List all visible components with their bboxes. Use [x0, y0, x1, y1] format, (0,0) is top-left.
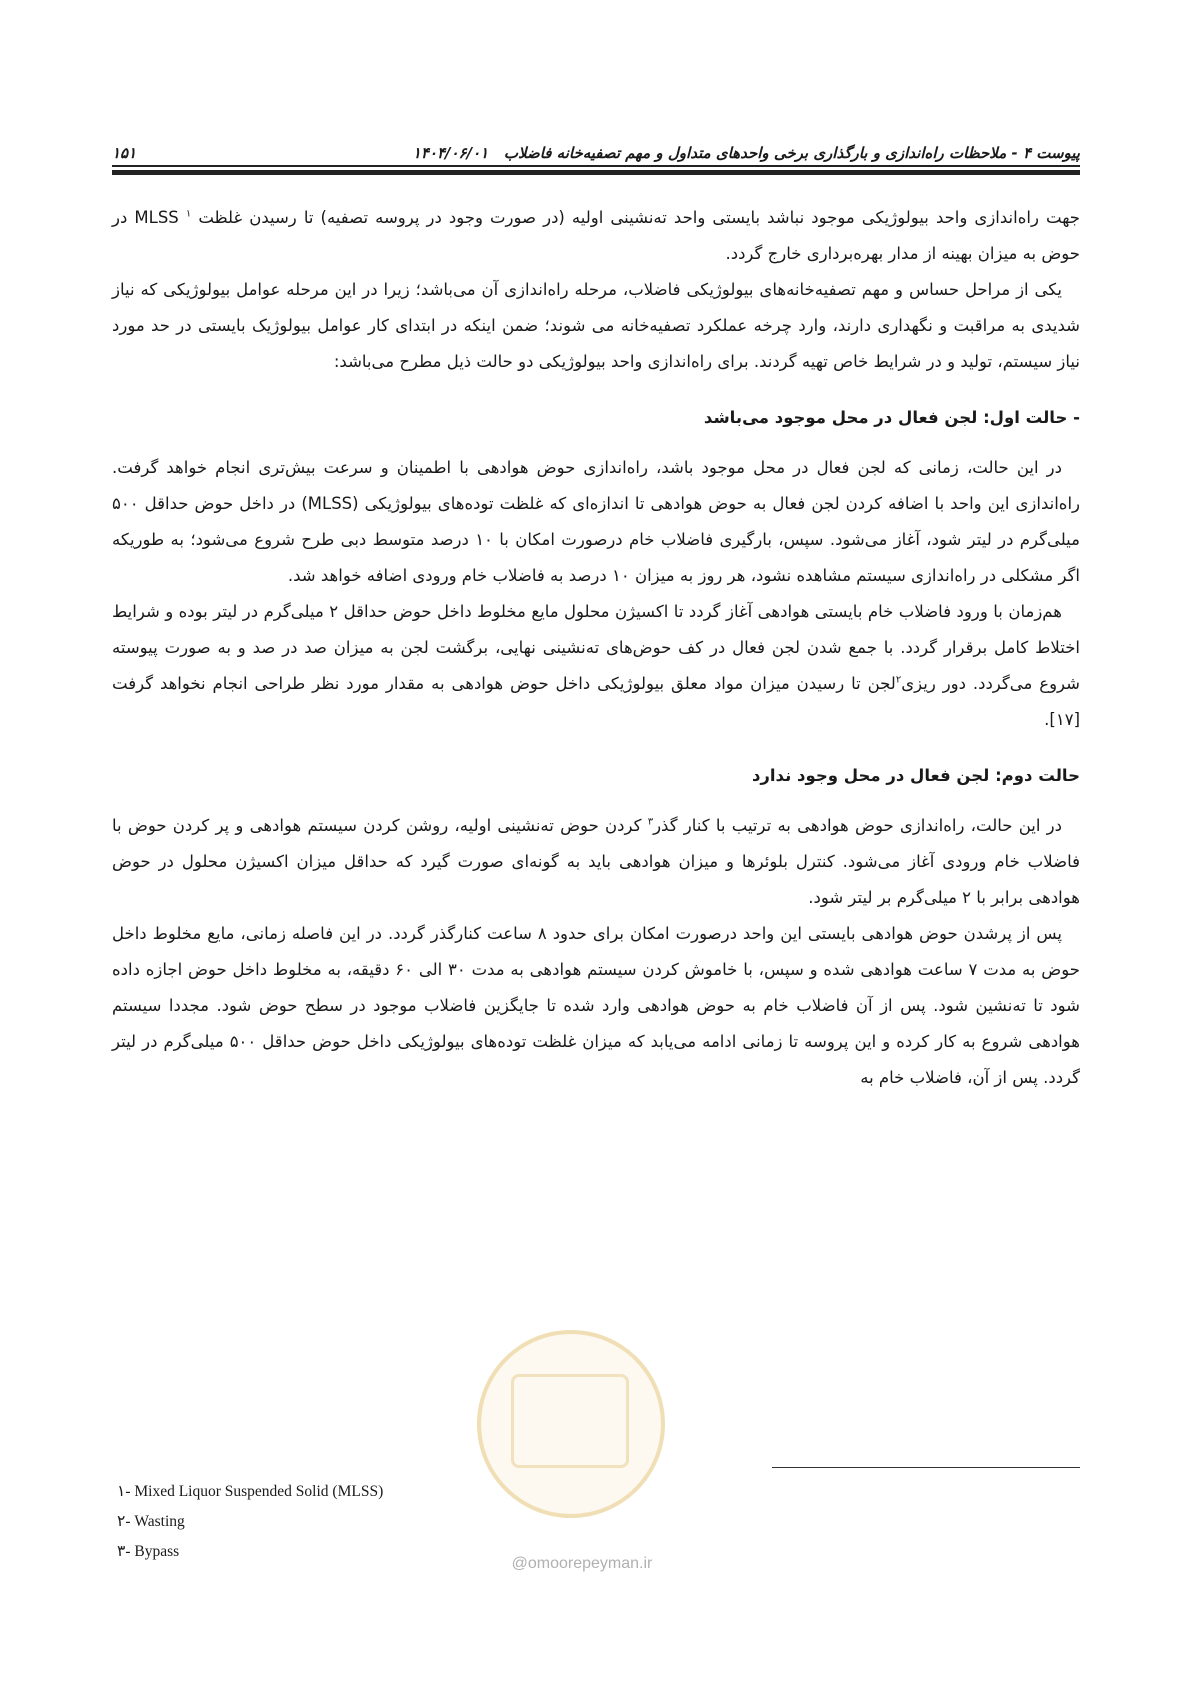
- header-title: پیوست ۴ - ملاحظات راه‌اندازی و بارگذاری برخی واحدهای متداول و مهم تصفیه‌خانه فاضلاب: [503, 144, 1080, 162]
- footnote-1: ۱- Mixed Liquor Suspended Solid (MLSS): [117, 1483, 384, 1500]
- section-heading-2: حالت دوم: لجن فعال در محل وجود ندارد: [751, 766, 1080, 785]
- footnote-mark-2: ۲: [895, 674, 902, 686]
- page-number: ۱۵۱: [112, 144, 137, 162]
- footnote-3: ۳- Bypass: [117, 1543, 180, 1560]
- watermark-text: @omoorepeyman.ir: [511, 1555, 653, 1572]
- document-body: [112, 200, 1080, 1096]
- paragraph-3: در این حالت، زمانی که لجن فعال در محل موجود باشد، راه‌اندازی حوض هوادهی با اطمینان و سرعت بیش‌تری انجام خواهد گرفت. راه‌اندازی این واحد با اضافه کردن لجن فعال به حوض هوادهی تا اندازه‌ای که غلظت توده‌های بیولوژیکی (MLSS) در داخل حوض حداقل ۵۰۰ میلی‌گرم در لیتر شود، آغاز می‌شود. سپس، بارگیری فاضلاب خام درصورت امکان با ۱۰ درصد متوسط دبی طرح شروع می‌شود؛ به طوریکه اگر مشکلی در راه‌اندازی سیستم مشاهده نشود، هر روز به میزان ۱۰ درصد به فاضلاب خام ورودی اضافه خواهد شد.: [112, 458, 1081, 585]
- paragraph-4: هم‌زمان با ورود فاضلاب خام بایستی هوادهی آغاز گردد تا اکسیژن محلول مایع مخلوط داخل حوض حداقل ۲ میلی‌گرم در لیتر بوده و شرایط اختلاط کامل برقرار گردد. با جمع شدن لجن فعال در کف حوض‌های ته‌نشینی نهایی، برگشت لجن به میزان صد در صد و به صورت پیوسته شروع می‌گردد. دور ریزی$^۲$لجن تا رسیدن میزان مواد معلق بیولوژیکی داخل حوض هوادهی به مقدار مورد نظر طراحی انجام نخواهد گرفت [۱۷].: [112, 602, 1080, 729]
- page-header: [112, 128, 1080, 162]
- header-rule-thick: [112, 170, 1080, 175]
- footnotes: [117, 1477, 617, 1567]
- footnote-mark-3: ۳: [647, 816, 654, 828]
- paragraph-2: یکی از مراحل حساس و مهم تصفیه‌خانه‌های بیولوژیکی فاضلاب، مرحله راه‌اندازی آن می‌باشد؛ زیرا در این مرحله عوامل بیولوژیکی که نیاز شدیدی به مراقبت و نگهداری دارند، وارد چرخه عملکرد تصفیه‌خانه می شوند؛ ضمن اینکه در ابتدای کار عوامل بیولوژیک بایستی در حد مورد نیاز سیستم، تولید و در شرایط خاص تهیه گردند. برای راه‌اندازی واحد بیولوژیکی دو حالت ذیل مطرح می‌باشد:: [112, 280, 1080, 371]
- section-heading-1: - حالت اول: لجن فعال در محل موجود می‌باشد: [703, 408, 1080, 427]
- header-rule-thin: [112, 165, 1080, 167]
- paragraph-5: در این حالت، راه‌اندازی حوض هوادهی به ترتیب با کنار گذر$^۳$ کردن حوض ته‌نشینی اولیه، روشن کردن سیستم هوادهی و پر کردن حوض با فاضلاب خام ورودی آغاز می‌شود. کنترل بلوئرها و میزان هوادهی باید به گونه‌ای صورت گیرد که حداقل میزان اکسیژن محلول در حوض هوادهی برابر با ۲ میلی‌گرم بر لیتر شود.: [112, 816, 1080, 907]
- footnote-rule: [772, 1467, 1080, 1468]
- footnote-2: ۲- Wasting: [117, 1513, 185, 1530]
- header-date: ۱۴۰۴/۰۶/۰۱: [412, 144, 489, 162]
- running-title: [413, 144, 1080, 162]
- paragraph-1: جهت راه‌اندازی واحد بیولوژیکی موجود نباشد بایستی واحد ته‌نشینی اولیه (در صورت وجود در پروسه تصفیه) تا رسیدن غلظت MLSS $^۱$ در حوض به میزان بهینه از مدار بهره‌برداری خارج گردد.: [112, 208, 1081, 263]
- paragraph-6: پس از پرشدن حوض هوادهی بایستی این واحد درصورت امکان برای حدود ۸ ساعت کنارگذر گردد. در این فاصله زمانی، مایع مخلوط داخل حوض به مدت ۷ ساعت هوادهی شده و سپس، با خاموش کردن سیستم هوادهی به مدت ۳۰ الی ۶۰ دقیقه، به مخلوط داخل حوض اجازه داده شود تا ته‌نشین شود. پس از آن فاضلاب خام به حوض هوادهی وارد شده تا جایگزین فاضلاب موجود در سطح حوض شود. مجددا سیستم هوادهی شروع به کار کرده و این پروسه تا زمانی ادامه می‌یابد که میزان غلظت توده‌های بیولوژیکی داخل حوض حداقل ۵۰۰ میلی‌گرم در لیتر گردد. پس از آن، فاضلاب خام به: [112, 924, 1080, 1087]
- footnote-mark-1: ۱: [185, 208, 192, 220]
